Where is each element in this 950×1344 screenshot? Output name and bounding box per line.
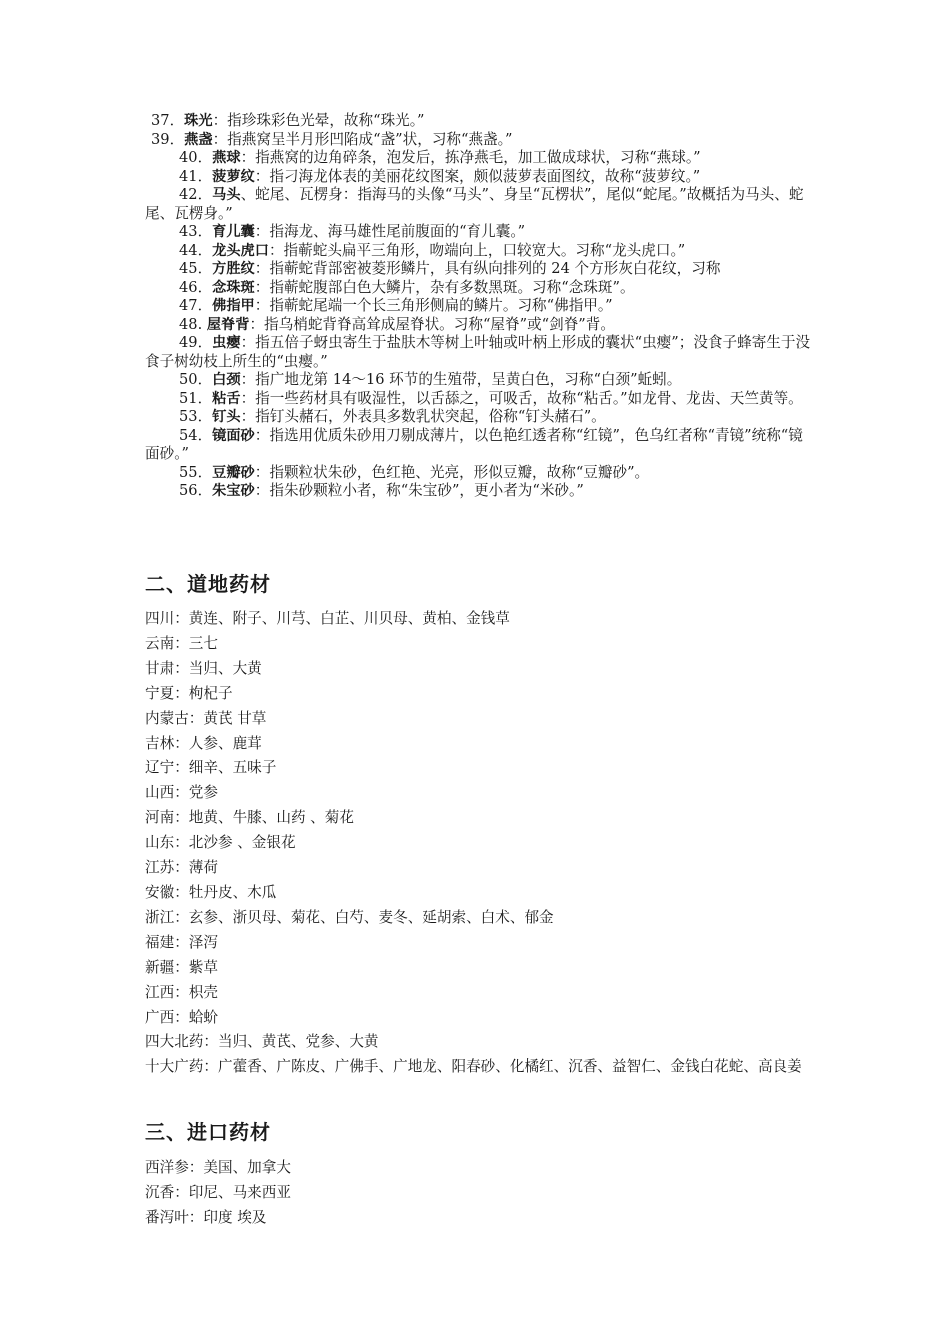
region-item: 宁夏：枸杞子	[145, 684, 233, 702]
region-item: 江苏：薄荷	[145, 859, 218, 877]
region-item: 四大北药：当归、黄芪、党参、大黄	[145, 1033, 379, 1051]
term-item: 53．钉头：指钉头赭石，外表具多数乳状突起，俗称“钉头赭石”。	[179, 408, 606, 425]
region-item: 沉香：印尼、马来西亚	[145, 1183, 291, 1201]
term-item: 44．龙头虎口：指蕲蛇头扁平三角形，吻端向上，口较宽大。习称“龙头虎口。”	[179, 241, 686, 259]
region-item: 十大广药：广藿香、广陈皮、广佛手、广地龙、阳春砂、化橘红、沉香、益智仁、金钱白花蛇、高良姜	[145, 1058, 802, 1076]
authentic-herbs-list	[145, 607, 815, 1080]
region-item: 江西：枳壳	[145, 983, 218, 1001]
term-item: 45．方胜纹：指蕲蛇背部密被菱形鳞片，具有纵向排列的 24 个方形灰白花纹，习称	[179, 260, 721, 277]
term-item: 48. 屋脊背：指乌梢蛇背脊高耸成屋脊状。习称“屋脊”或“剑脊”背。	[179, 315, 615, 333]
section-heading-authentic-herbs: 二、道地药材	[145, 572, 271, 596]
region-item: 四川：黄连、附子、川芎、白芷、川贝母、黄柏、金钱草	[145, 610, 510, 627]
region-item: 新疆：紫草	[145, 958, 218, 976]
region-item: 山西：党参	[145, 784, 218, 802]
region-item: 西洋参：美国、加拿大	[145, 1159, 291, 1176]
term-item: 46．念珠斑：指蕲蛇腹部白色大鳞片，杂有多数黑斑。习称“念珠斑”。	[179, 278, 635, 296]
term-item: 41．菠萝纹：指刁海龙体表的美丽花纹图案，颇似菠萝表面图纹，故称“菠萝纹。”	[179, 167, 701, 185]
term-item: 37．珠光：指珍珠彩色光晕，故称“珠光。”	[151, 112, 425, 129]
region-item: 番泻叶：印度 埃及	[145, 1208, 267, 1226]
imported-herbs-list	[145, 1156, 815, 1231]
region-item: 福建：泽泻	[145, 933, 218, 951]
region-item: 浙江：玄参、浙贝母、菊花、白芍、麦冬、延胡索、白术、郁金	[145, 908, 554, 926]
region-item: 河南：地黄、牛膝、山药 、菊花	[145, 809, 354, 827]
term-item: 50．白颈：指广地龙第 14～16 环节的生殖带，呈黄白色，习称“白颈”蚯蚓。	[179, 371, 682, 388]
term-item: 56．朱宝砂：指朱砂颗粒小者，称“朱宝砂”，更小者为“米砂。”	[179, 482, 584, 499]
region-item: 甘肃：当归、大黄	[145, 659, 262, 677]
region-item: 云南：三七	[145, 634, 218, 652]
region-item: 安徽：牡丹皮、木瓜	[145, 883, 277, 901]
region-item: 广西：蛤蚧	[145, 1008, 218, 1026]
term-item: 40．燕球：指燕窝的边角碎条，泡发后，拣净燕毛，加工做成球状，习称“燕球。”	[179, 149, 701, 166]
term-item: 47．佛指甲：指蕲蛇尾端一个长三角形侧扁的鳞片。习称“佛指甲。”	[179, 297, 613, 314]
term-item: 51．粘舌：指一些药材具有吸湿性，以舌舔之，可吸舌，故称“粘舌。”如龙骨、龙齿、天竺黄等。	[179, 389, 803, 407]
term-item: 54．镜面砂：指选用优质朱砂用刀剔成薄片，以色艳红透者称“红镜”，色乌红者称“青镜”统称“镜面砂。”	[145, 426, 803, 462]
region-item: 吉林：人参、鹿茸	[145, 734, 262, 752]
section-heading-imported-herbs: 三、进口药材	[145, 1120, 271, 1144]
region-item: 辽宁：细辛、五味子	[145, 759, 277, 777]
region-item: 山东：北沙参 、金银花	[145, 834, 296, 852]
term-item: 49．虫瘿：指五倍子蚜虫寄生于盐肤木等树上叶轴或叶柄上形成的囊状“虫瘿”；没食子蜂寄生于没食子树幼枝上所生的“虫瘿。”	[145, 334, 811, 370]
term-item: 42．马头、蛇尾、瓦楞身：指海马的头像“马头”、身呈“瓦楞状”，尾似“蛇尾。”故概括为马头、蛇尾、瓦楞身。”	[145, 186, 804, 222]
region-item: 内蒙古：黄芪 甘草	[145, 709, 267, 727]
term-item: 43．育儿囊：指海龙、海马雄性尾前腹面的“育儿囊。”	[179, 223, 526, 240]
term-item: 55．豆瓣砂：指颗粒状朱砂，色红艳、光亮，形似豆瓣，故称“豆瓣砂”。	[179, 463, 650, 481]
term-item: 39．燕盏：指燕窝呈半月形凹陷成“盏”状，习称“燕盏。”	[151, 130, 513, 148]
terminology-list	[145, 112, 815, 501]
